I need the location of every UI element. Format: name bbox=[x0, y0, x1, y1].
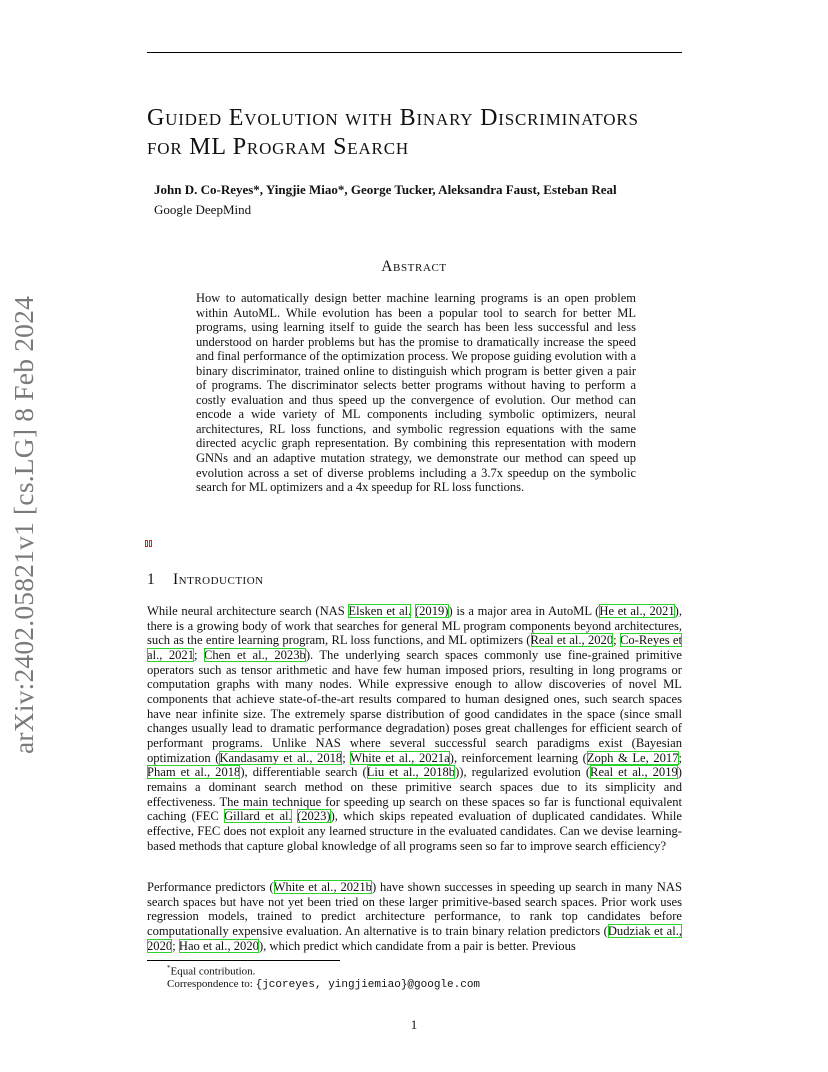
footnote-equal-contribution bbox=[167, 964, 255, 978]
citation-link[interactable]: White et al., 2021a bbox=[350, 750, 450, 765]
citation-link[interactable]: He et al., 2021 bbox=[599, 604, 675, 618]
text-run: ; bbox=[194, 647, 204, 662]
abstract-heading: Abstract bbox=[381, 258, 447, 275]
paper-title bbox=[147, 104, 707, 162]
text-run: ; bbox=[678, 750, 683, 765]
text-run: ). The underlying search spaces commonly use fine-grained primitive operators such as tensor arithmetic and have few human imposed priors, resulting in long programs or computation graphs with many nodes. While expressive enough to allow discoveries of novel ML components that achieve state-of-the-art results compared to human designed ones, such search spaces have near infinite size. The extremely sparse distribution of good candidates in the space (since small changes usually lead to dramatic performance degradation) poses great challenges for efficient search of performant programs. Unlike NAS where several successful search paradigms exist (Bayesian optimization ( bbox=[147, 647, 682, 765]
text-run: )), regularized evolution ( bbox=[455, 765, 591, 780]
citation-link[interactable]: Liu et al., 2018b bbox=[366, 765, 456, 780]
page-number: 1 bbox=[410, 1017, 418, 1032]
authors: John D. Co-Reyes*, Yingjie Miao*, George Tucker, Aleksandra Faust, Esteban Real bbox=[154, 182, 617, 197]
text-run: ; bbox=[613, 633, 620, 648]
citation-link[interactable]: Elsken et al. bbox=[348, 604, 412, 618]
correspondence-label: Correspondence to: bbox=[167, 978, 256, 990]
text-run: ; bbox=[172, 938, 179, 953]
text-run: ) remains a dominant search method on these primitive search spaces due to its simplicity and effectiveness. The main technique for speeding up search on these spaces so far is functional equivalent caching (FEC bbox=[147, 765, 682, 824]
text-run: ), differentiable search ( bbox=[240, 765, 367, 780]
affiliation: Google DeepMind bbox=[154, 202, 252, 217]
footnote-marker: * bbox=[167, 964, 171, 972]
citation-link[interactable]: Zoph & Le, 2017 bbox=[586, 750, 679, 765]
footnote-text: Equal contribution. bbox=[170, 965, 256, 978]
header-rule bbox=[147, 52, 682, 53]
citation-link[interactable]: Real et al., 2019 bbox=[590, 765, 678, 780]
arxiv-stamp[interactable]: arXiv:2402.05821v1 [cs.LG] 8 Feb 2024 bbox=[8, 295, 39, 754]
text-run: ) is a major area in AutoML ( bbox=[448, 604, 600, 618]
title-line-1: Guided Evolution with Binary Discriminators bbox=[147, 105, 639, 131]
text-run: ), there is a growing body of work that searches for general ML program components beyond architectures, such as the entire learning program, RL loss functions, and ML optimizers ( bbox=[147, 604, 682, 648]
red-marker-icon bbox=[145, 540, 153, 547]
citation-link[interactable]: Real et al., 2020 bbox=[530, 633, 614, 648]
footnote-correspondence bbox=[167, 978, 480, 991]
intro-paragraph-1 bbox=[147, 604, 682, 853]
text-run: ), which skips repeated evaluation of duplicated candidates. While effective, FEC does not exploit any learned structure in the evaluated candidates. Can we devise learning-based methods that capture global knowledge of all programs seen so far to improve search efficiency? bbox=[147, 809, 682, 853]
text-run: ; bbox=[342, 750, 351, 765]
citation-link[interactable]: Chen et al., 2023b bbox=[203, 647, 306, 662]
text-run: Performance predictors ( bbox=[147, 880, 274, 894]
citation-link[interactable]: (2023) bbox=[297, 809, 331, 824]
citation-link[interactable]: Co-Reyes et al., 2021 bbox=[147, 633, 683, 662]
citation-link[interactable]: (2019) bbox=[414, 604, 449, 618]
intro-paragraph-2 bbox=[147, 880, 682, 953]
citation-link[interactable]: Gillard et al. bbox=[224, 809, 292, 824]
citation-link[interactable]: Hao et al., 2020 bbox=[178, 938, 259, 953]
citation-link[interactable]: Dudziak et al., 2020 bbox=[147, 923, 683, 953]
section-title: Introduction bbox=[173, 571, 264, 588]
text-run: While neural architecture search (NAS bbox=[147, 604, 349, 618]
citation-link[interactable]: Kandasamy et al., 2018 bbox=[219, 750, 343, 765]
citation-link[interactable]: White et al., 2021b bbox=[273, 880, 372, 894]
correspondence-email[interactable]: {jcoreyes, yingjiemiao}@google.com bbox=[255, 979, 481, 991]
text-run: ) have shown successes in speeding up search in many NAS search spaces but have not yet been tried on these larger primitive-based search spaces. Prior work uses regression models, trained to predict architecture performance, to rank top candidates before computationally expensive evaluation. An alternative is to train binary relation predictors ( bbox=[147, 880, 682, 938]
text-run: ), which predict which candidate from a pair is better. Previous bbox=[258, 938, 576, 953]
text-run: ), reinforcement learning ( bbox=[449, 750, 587, 765]
section-number: 1 bbox=[147, 571, 156, 588]
footnote-rule bbox=[147, 960, 340, 961]
citation-link[interactable]: Pham et al., 2018 bbox=[147, 765, 241, 780]
abstract-text: How to automatically design better machine learning programs is an open problem within AutoML. While evolution has been a popular tool to search for better ML programs, using learning itself to guide the search has been less successful and less understood on harder problems but has the promise to dramatically increase the speed and final performance of the optimization process. We propose guiding evolution with a binary discriminator, trained online to distinguish which program is better given a pair of programs. The discriminator selects better programs without having to perform a costly evaluation and thus speed up the convergence of evolution. Our method can encode a wide variety of ML components including symbolic optimizers, neural architectures, RL loss functions, and symbolic regression equations with the same directed acyclic graph representation. By combining this representation with modern GNNs and an adaptive mutation strategy, we demonstrate our method can speed up evolution across a set of diverse problems including a 3.7x speedup on the symbolic search for ML optimizers and a 4x speedup for RL loss functions. bbox=[196, 291, 636, 495]
section-heading bbox=[147, 571, 264, 589]
title-line-2: for ML Program Search bbox=[147, 134, 409, 160]
